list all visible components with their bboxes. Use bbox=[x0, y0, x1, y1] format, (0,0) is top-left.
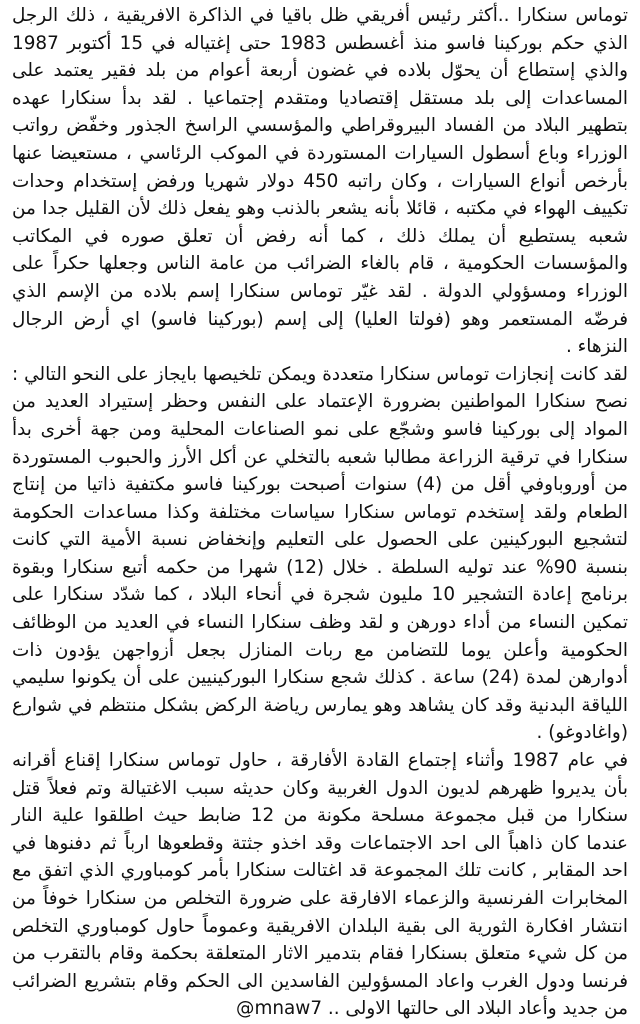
paragraph-achievements: لقد كانت إنجازات توماس سنكارا متعددة ويمكن تلخيصها بايجاز على النحو التالي : نصح سنكارا المواطنين بضرورة الإعتماد على النفس وحظر إستيراد العديد من المواد إلى بوركينا فاسو وشجّع على نمو الصناعات المحلية ومن جهة أخرى بدأ سنكارا في ترقية الزراعة مطالبا شعبه بالتخلي عن أكل الأرز والحبوب المستوردة من أوروباوفي أقل من (4) سنوات أصبحت بوركينا فاسو مكتفية ذاتيا من إنتاج الطعام ولقد إستخدم توماس سنكارا سياسات مختلفة وكذا مساعدات الحكومة لتشجيع البوركينين على الحصول على التعليم وإنخفاض نسبة الأمية التي كانت بنسبة 90% عند توليه السلطة . خلال (12) شهرا من حكمه أتبع سنكارا وبقوة برنامج إعادة التشجير 10 مليون شجرة في أنحاء البلاد ، كما شدّد سنكارا على تمكين النساء من أداء دورهن و لقد وظف سنكارا النساء في العديد من الوظائف الحكومية وأعلن يوما للتضامن مع ربات المنازل بجعل أزواجهن يؤدون ذات أدوارهن لمدة (24) ساعة . كذلك شجع سنكارا البوركينيين على أن يكونوا سليمي اللياقة البدنية وقد كان يشاهد وهو يمارس رياضة الركض بشكل منتظم في شوارع (واغادوغو) . bbox=[12, 363, 628, 744]
paragraph-intro: توماس سنكارا ..أكثر رئيس أفريقي ظل باقيا في الذاكرة الافريقية ، ذلك الرجل الذي حكم بوركينا فاسو منذ أغسطس 1983 حتى إغتياله في 15 أكتوبر 1987 والذي إستطاع أن يحوّل بلاده في غضون أربعة أعوام من بلد فقير يعتمد على المساعدات إلى بلد مستقل إقتصاديا ومتقدم إجتماعيا . لقد بدأ سنكارا عهده بتطهير البلاد من الفساد البيروقراطي والمؤسسي الراسخ الجذور وخفّض رواتب الوزراء وباع أسطول السيارات المستوردة في الموكب الرئاسي ، مستعيضا عنها بأرخص أنواع السيارات ، وكان راتبه 450 دولار شهريا ورفض إستخدام وحدات تكييف الهواء في مكتبه ، قائلا بأنه يشعر بالذنب وهو يفعل ذلك لأن القليل جدا من شعبه يستطيع أن يملك ذلك ، كما أنه رفض أن تعلق صوره في المكاتب والمؤسسات الحكومية ، قام بالغاء الضرائب من عامة الناس وجعلها حكراً على الوزراء ومسؤولي الدولة . لقد غيّر توماس سنكارا إسم بلاده من الإسم الذي فرضّه المستعمر وهو (فولتا العليا) إلى إسم (بوركينا فاسو) اي أرض الرجال النزهاء . bbox=[12, 5, 628, 358]
paragraph-assassination bbox=[12, 747, 628, 1023]
author-handle: @mnaw7 bbox=[236, 998, 323, 1020]
paragraph-assassination-text: في عام 1987 وأثناء إجتماع القادة الأفارقة ، حاول توماس سنكارا إقناع أقرانه بأن يديروا ظهرهم لديون الدول الغربية وكان حديثه سبب الاغتيالة وتم فعلاً قتل سنكارا من قبل مجموعة مسلحة مكونة من 12 ضابط حيث اطلقوا علية النار عندما كان ذاهباً الى احد الاجتماعات وقد اخذو جثتة وقطعوها ارباً ثم دفنوها في احد المقابر , كانت تلك المجموعة قد اغتالت سنكارا بأمر كومباوري الذي اتفق مع المخابرات الفرنسية والزعماء الافارقة على ضرورة التخلص من سنكارا خوفاً من انتشار افكارة الثورية الى بقية البلدان الافريقية وعموماً حاول كومباوري التخلص من كل شيء متعلق بسنكارا فقام بتدمير الاثار المتعلقة بحكمة وقام بالتقرب من فرنسا ودول الغرب واعاد المسؤولين الفاسدين الى الحكم وقام بتشريع الضرائب من جديد وأعاد البلاد الى حالتها الاولى .. bbox=[12, 750, 628, 1020]
